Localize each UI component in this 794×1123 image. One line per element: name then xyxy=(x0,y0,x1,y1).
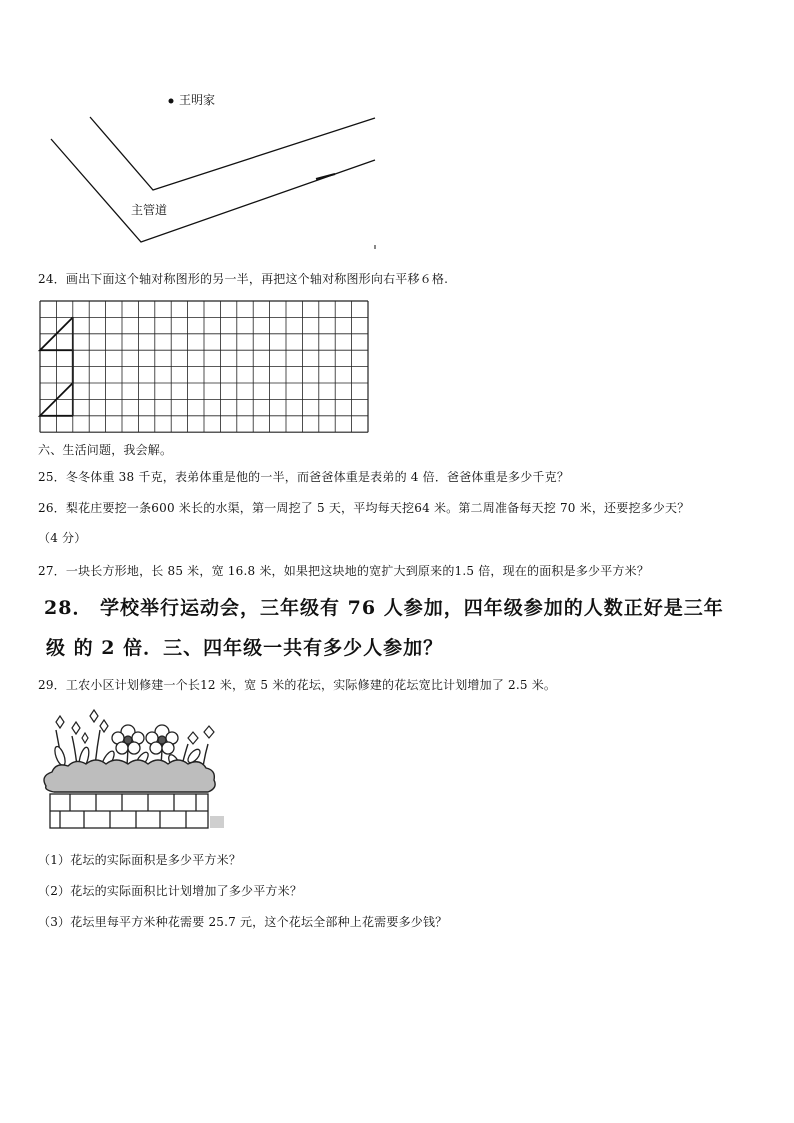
question-29-sub-3: （3）花坛里每平方米种花需要 25.7 元，这个花坛全部种上花需要多少钱？ xyxy=(38,915,448,929)
question-29-sub-2: （2）花坛的实际面积比计划增加了多少平方米？ xyxy=(38,884,303,898)
question-29-sub-1: （1）花坛的实际面积是多少平方米？ xyxy=(38,853,242,867)
question-26: 26．梨花庄要挖一条600 米长的水渠，第一周挖了 5 天，平均每天挖64 米。第二周准备每天挖 70 米，还要挖多少天？ xyxy=(38,501,690,515)
house-label: 王明家 xyxy=(179,93,216,107)
section-6-title: 六、生活问题，我会解。 xyxy=(38,443,173,457)
wall-shadow xyxy=(210,816,224,828)
question-28-line1: 28． 学校举行运动会，三年级有 76 人参加，四年级参加的人数正好是三年 xyxy=(44,597,724,619)
question-28-line2: 级 的 2 倍．三、四年级一共有多少人参加？ xyxy=(46,637,444,659)
flower-1 xyxy=(112,725,144,754)
question-29: 29．工农小区计划修建一个长12 米，宽 5 米的花坛，实际修建的花坛宽比计划增加了 2.5 米。 xyxy=(38,678,557,692)
brick-wall xyxy=(50,794,208,828)
question-27: 27．一块长方形地，长 85 米，宽 16.8 米，如果把这块地的宽扩大到原来的1.5 倍，现在的面积是多少平方米？ xyxy=(38,564,650,578)
square-grid xyxy=(0,0,372,436)
question-26-score: （4 分） xyxy=(38,531,87,545)
flower-2 xyxy=(146,725,178,754)
flower-bed-illustration xyxy=(38,708,238,838)
bush-top xyxy=(44,760,215,792)
question-25: 25．冬冬体重 38 千克，表弟体重是他的一半，而爸爸体重是表弟的 4 倍．爸爸体重是多少千克？ xyxy=(38,470,570,484)
pipe-label: 主管道 xyxy=(131,203,168,217)
question-24: 24．画出下面这个轴对称图形的另一半，再把这个轴对称图形向右平移６格. xyxy=(38,272,449,286)
